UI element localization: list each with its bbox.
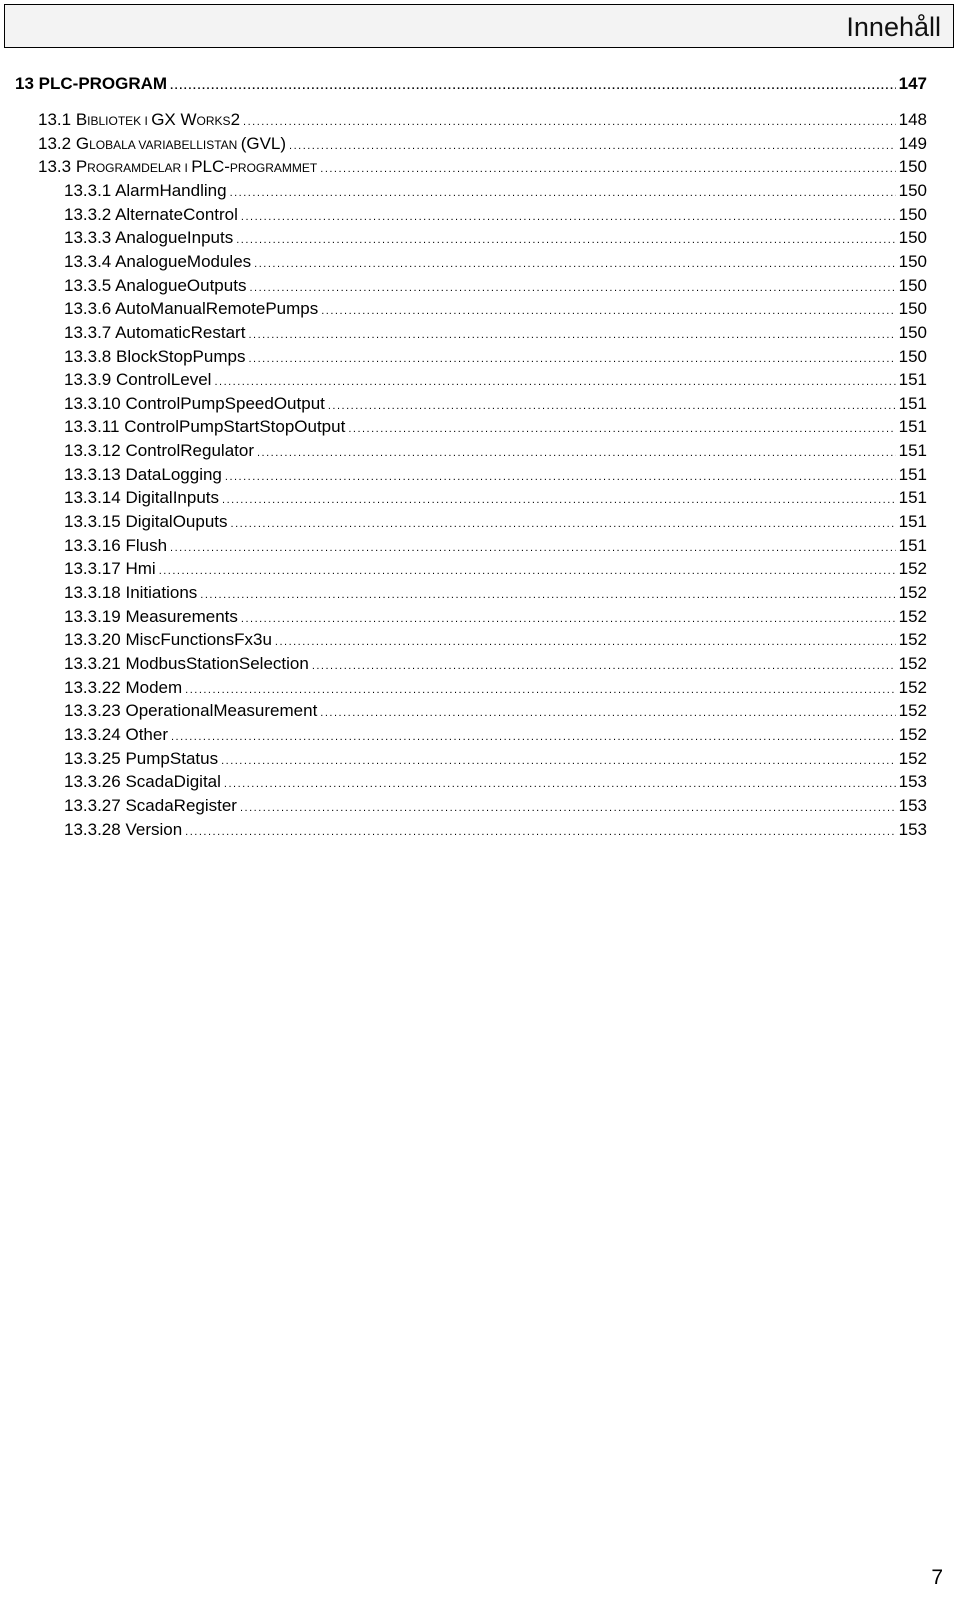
toc-entry-label	[64, 204, 238, 226]
toc-entry[interactable]	[64, 724, 927, 746]
dot-leader	[221, 750, 896, 772]
toc-entry-page: 151	[898, 464, 927, 484]
toc-entry-title: MiscFunctionsFx3u	[125, 630, 272, 650]
dot-leader	[236, 229, 895, 251]
toc-entry-page: 150	[898, 346, 927, 366]
toc-entry-number: 13	[15, 74, 34, 93]
toc-entry[interactable]	[64, 440, 927, 462]
toc-entry[interactable]	[64, 819, 927, 841]
toc-entry-title: AutomaticRestart	[115, 322, 246, 342]
toc-entry-label	[64, 322, 245, 344]
toc-entry-title: ControlPumpSpeedOutput	[125, 393, 325, 413]
toc-entry-title: DigitalInputs	[125, 488, 220, 508]
toc-entry[interactable]	[64, 464, 927, 486]
toc-entry-page: 151	[898, 393, 927, 413]
toc-entry-title-part: B	[75, 110, 88, 129]
toc-entry-title: Version	[125, 819, 183, 839]
toc-entry-page: 152	[898, 606, 927, 626]
toc-entry-title: AnalogueModules	[115, 251, 252, 271]
dot-leader	[241, 206, 896, 228]
toc-entry[interactable]	[64, 487, 927, 509]
dot-leader	[312, 655, 896, 677]
toc-entry-label	[15, 73, 167, 95]
toc-entry-number: 13.3.7	[64, 322, 112, 342]
toc-entry-page: 151	[898, 512, 927, 532]
toc-entry[interactable]	[38, 109, 927, 131]
dot-leader	[170, 537, 896, 559]
toc-entry-title-part: ORKS	[196, 114, 231, 128]
toc-entry-page: 151	[898, 441, 927, 461]
toc-entry-page: 151	[898, 535, 927, 555]
toc-entry-label	[64, 369, 211, 391]
toc-entry-title: BlockStopPumps	[116, 346, 246, 366]
toc-entry[interactable]	[64, 558, 927, 580]
toc-entry[interactable]	[64, 535, 927, 557]
toc-entry[interactable]	[64, 629, 927, 651]
toc-entry-title: Other	[125, 724, 168, 744]
toc-entry-label	[64, 748, 218, 770]
dot-leader	[328, 395, 896, 417]
toc-entry-title: Initiations	[125, 583, 198, 602]
toc-entry-title-part: GX W	[151, 110, 197, 129]
dot-leader	[249, 277, 895, 299]
dot-leader	[200, 584, 895, 606]
toc-entry[interactable]	[64, 653, 927, 675]
toc-entry[interactable]	[64, 748, 927, 770]
toc-entry[interactable]	[64, 582, 927, 604]
toc-entry[interactable]	[38, 133, 927, 155]
toc-entry-title: AutoManualRemotePumps	[115, 299, 319, 319]
toc-entry-label	[64, 464, 222, 486]
dot-leader	[240, 797, 896, 819]
toc-entry-page: 153	[898, 772, 927, 792]
toc-entry-label	[64, 298, 318, 320]
toc-entry-number: 13.3.12	[64, 441, 121, 461]
toc-entry-page: 151	[898, 488, 927, 508]
toc-entry[interactable]	[64, 322, 927, 344]
toc-entry[interactable]	[64, 369, 927, 391]
toc-entry-number: 13.3.11	[64, 417, 120, 437]
toc-entry-number: 13.3.25	[64, 748, 121, 768]
toc-entry-label	[64, 700, 317, 722]
toc-entry-number: 13.3.16	[64, 535, 121, 555]
toc-entry-page: 152	[898, 677, 927, 697]
dot-leader	[243, 111, 896, 133]
toc-entry-title: ScadaRegister	[125, 795, 237, 815]
dot-leader	[230, 182, 896, 204]
toc-entry-label	[64, 416, 345, 438]
toc-entry-title-part: PLC-	[191, 157, 230, 177]
toc-entry-label	[64, 677, 182, 699]
toc-entry-title: AnalogueOutputs	[115, 275, 247, 295]
toc-entry-number: 13.3.9	[64, 370, 112, 390]
toc-entry-title-part: G	[75, 133, 90, 153]
toc-entry-label	[64, 440, 254, 462]
dot-leader	[248, 324, 895, 346]
toc-entry[interactable]	[64, 275, 927, 297]
dot-leader	[185, 821, 895, 843]
toc-entry-title: ControlPumpStartStopOutput	[124, 417, 346, 437]
toc-entry-number: 13.3.13	[64, 464, 121, 484]
toc-entry-number: 13.3.26	[64, 772, 121, 792]
toc-entry[interactable]	[64, 700, 927, 722]
toc-entry-page: 150	[898, 157, 927, 177]
toc-entry-number: 13.3.28	[64, 819, 121, 839]
toc-entry-label	[64, 819, 182, 841]
dot-leader	[170, 75, 896, 97]
toc-entry-page: 153	[898, 795, 927, 815]
dot-leader	[321, 300, 895, 322]
dot-leader	[289, 135, 896, 157]
toc-entry-title-part: IBLIOTEK I	[87, 114, 152, 128]
toc-entry-title: DigitalOuputs	[125, 512, 228, 532]
toc-entry-page: 149	[898, 133, 927, 153]
toc-entry-page: 152	[898, 748, 927, 768]
toc-entry-number: 13.3.17	[64, 559, 121, 579]
toc-entry-number: 13.3.24	[64, 724, 121, 744]
toc-entry-page: 150	[898, 299, 927, 319]
toc-entry-page: 150	[898, 204, 927, 224]
header-title: Innehåll	[846, 12, 941, 42]
toc-entry-label	[64, 629, 272, 651]
toc-entry-title-part: LOBALA VARIABELLISTAN	[89, 137, 241, 152]
toc-entry[interactable]	[64, 227, 927, 249]
toc-entry[interactable]	[64, 251, 927, 273]
toc-entry-title: Measurements	[125, 606, 238, 626]
toc-entry-label	[64, 606, 238, 628]
page-number: 7	[931, 1566, 943, 1589]
toc-entry-title: AnalogueInputs	[115, 228, 234, 248]
toc-entry-title: AlternateControl	[115, 204, 238, 224]
toc-entry-page: 150	[898, 251, 927, 271]
toc-entry-label	[38, 109, 240, 132]
toc-entry[interactable]	[64, 677, 927, 699]
dot-leader	[241, 608, 896, 630]
toc-entry-number: 13.3.2	[64, 204, 112, 224]
toc-entry-number: 13.3.15	[64, 512, 121, 532]
toc-entry-number: 13.3	[38, 157, 72, 177]
dot-leader	[248, 348, 895, 370]
dot-leader	[254, 253, 895, 275]
toc-entry[interactable]	[15, 73, 927, 95]
toc-entry-number: 13.3.19	[64, 606, 121, 626]
dot-leader	[320, 158, 895, 180]
toc-entry-title-part: PROGRAMMET	[229, 161, 318, 176]
toc-entry-number: 13.3.6	[64, 299, 112, 319]
dot-leader	[320, 702, 895, 724]
dot-leader	[214, 371, 895, 393]
toc-entry[interactable]	[64, 204, 927, 226]
toc-entry-page: 150	[898, 228, 927, 248]
toc-entry-title: ControlRegulator	[125, 441, 254, 461]
toc-entry-title: OperationalMeasurement	[125, 701, 318, 721]
toc-entry-number: 13.3.22	[64, 677, 121, 697]
toc-entry-number: 13.3.3	[64, 228, 112, 248]
toc-entry-label	[64, 558, 156, 580]
toc-entry[interactable]	[64, 180, 927, 202]
toc-entry-page: 150	[898, 322, 927, 342]
toc-entry-title: DataLogging	[125, 464, 222, 484]
toc-entry[interactable]	[64, 393, 927, 415]
toc-entry[interactable]	[64, 416, 927, 438]
toc-entry[interactable]	[64, 511, 927, 533]
toc-entry-page: 152	[898, 701, 927, 721]
dot-leader	[225, 466, 896, 488]
dot-leader	[171, 726, 896, 748]
toc-entry-page: 152	[898, 724, 927, 744]
toc-entry-title: Modem	[125, 677, 183, 697]
toc-entry-page: 152	[898, 630, 927, 650]
toc-entry-label	[64, 724, 168, 746]
toc-entry-title: PLC-PROGRAM	[38, 74, 168, 93]
toc-entry-title: ControlLevel	[116, 370, 212, 390]
toc-entry-number: 13.3.4	[64, 251, 112, 271]
toc-entry-title: ModbusStationSelection	[125, 653, 309, 673]
toc-entry-label	[64, 653, 309, 675]
toc-entry[interactable]	[64, 346, 927, 368]
toc-entry[interactable]	[38, 156, 927, 178]
toc-entry-number: 13.3.18	[64, 583, 121, 602]
toc-entry-title-part: 2	[230, 110, 241, 129]
toc-entry-title: AlarmHandling	[115, 180, 227, 200]
toc-entry-label	[64, 771, 221, 793]
toc-entry-title: Flush	[125, 535, 168, 555]
toc-entry-number: 13.3.8	[64, 346, 112, 366]
toc-entry-number: 13.3.5	[64, 275, 112, 295]
toc-entry-label	[64, 180, 227, 202]
toc-entry-number: 13.1	[38, 110, 72, 129]
toc-entry-number: 13.3.23	[64, 701, 121, 721]
toc-entry-title: Hmi	[125, 559, 156, 579]
toc-entry-number: 13.2	[38, 133, 72, 153]
toc-entry-page: 150	[898, 180, 927, 200]
toc-entry-label	[64, 511, 228, 533]
dot-leader	[348, 418, 895, 440]
toc-entry-label	[64, 535, 167, 557]
toc-entry-title: ScadaDigital	[125, 772, 221, 792]
toc-entry-number: 13.3.1	[64, 180, 112, 200]
toc-entry[interactable]	[64, 606, 927, 628]
dot-leader	[275, 631, 896, 653]
toc-entry-number: 13.3.10	[64, 393, 121, 413]
toc-entry-page: 153	[898, 819, 927, 839]
dot-leader	[224, 773, 896, 795]
toc-entry-label	[64, 487, 219, 509]
toc-entry-title: PumpStatus	[125, 748, 219, 768]
dot-leader	[222, 489, 896, 511]
toc-entry-label	[64, 393, 325, 415]
toc-entry-number: 13.3.14	[64, 488, 121, 508]
toc-entry-page: 152	[898, 653, 927, 673]
toc-entry-title-part: ROGRAMDELAR I	[87, 161, 192, 176]
toc-entry-title-part: P	[75, 157, 88, 177]
toc-entry[interactable]	[64, 795, 927, 817]
dot-leader	[257, 442, 896, 464]
toc-entry[interactable]	[64, 298, 927, 320]
toc-entry-label	[38, 156, 317, 179]
toc-entry-label	[64, 227, 233, 249]
toc-entry-number: 13.3.21	[64, 653, 121, 673]
dot-leader	[231, 513, 896, 535]
toc-entry-number: 13.3.20	[64, 630, 121, 650]
toc-entry-page: 148	[898, 110, 927, 129]
toc-entry-label	[64, 795, 237, 817]
dot-leader	[185, 679, 895, 701]
toc-entry-label	[64, 346, 245, 368]
toc-entry-page: 152	[898, 583, 927, 602]
dot-leader	[159, 560, 896, 582]
toc-entry-page: 147	[898, 74, 927, 93]
header-banner	[4, 4, 954, 48]
toc-entry-label	[64, 275, 246, 297]
toc-entry-label	[64, 582, 197, 604]
toc-entry-page: 150	[898, 275, 927, 295]
toc-entry-label	[64, 251, 251, 273]
toc-entry-number: 13.3.27	[64, 795, 121, 815]
toc-entry-page: 152	[898, 559, 927, 579]
toc-entry-page: 151	[898, 417, 927, 437]
toc-entry-page: 151	[898, 370, 927, 390]
toc-entry-label	[38, 133, 286, 156]
toc-entry[interactable]	[64, 771, 927, 793]
toc-entry-title-part: (GVL)	[240, 133, 287, 153]
